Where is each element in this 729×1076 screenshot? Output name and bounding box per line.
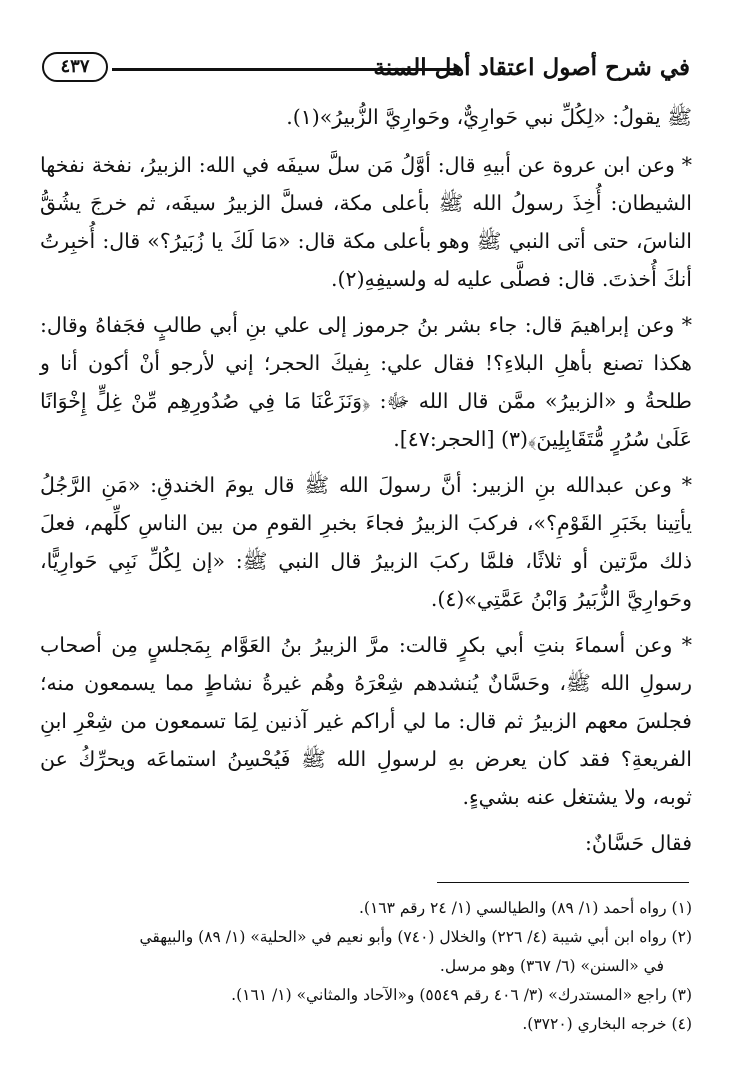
header-rule — [112, 68, 460, 71]
paragraph-ibn-urwa: * وعن ابن عروة عن أبيهِ قال: أوَّلُ مَن سلَّ سيفَه في الله: الزبيرُ، نفخة نفخها الشيطان: أُخِذَ رسولُ الله ﷺ بأعلى مكة، فسلَّ الزبيرُ سيفَه، ثم خرجَ يشُقُّ الناسَ، حتى أتى النبي ﷺ وهو بأعلى مكة قال: «مَا لَكَ يا زُبَيرُ؟» قال: أُخبِرتُ أنكَ أُخذتَ. قال: فصلَّى عليه له ولسيفِهِ(٢). — [40, 153, 692, 291]
paragraph-ibrahim: * وعن إبراهيمَ قال: جاء بشر بنُ جرموز إلى علي بنِ أبي طالبٍ فجَفاهُ وقال: هكذا تصنع بأهلِ البلاءِ؟! فقال علي: بِفيكَ الحجر؛ إني لأرجو أنْ أكون أنا و طلحةُ و «الزبيرُ» ممَّن قال الله ﷻ: ﴿وَنَزَعْنَا مَا فِي صُدُورِهِم مِّنْ غِلٍّ إِخْوَانًا عَلَىٰ سُرُرٍ مُّتَقَابِلِينَ﴾(٣) [الحجر:٤٧]. — [40, 313, 692, 451]
paragraph-asma: * وعن أسماءَ بنتِ أبي بكرٍ قالت: مرَّ الزبيرُ بنُ العَوَّام بِمَجلسٍ مِن أصحاب رسولِ الله ﷺ، وحَسَّانٌ يُنشدهم شِعْرَهُ وهُم غيرةُ نشاطٍ مما يسمعون منه؛ فجلسَ معهم الزبيرُ ثم قال: ما لي أراكم غير آذنين لِمَا تسمعون من شِعْرِ ابنِ الفريعةِ؟ فقد كان يعرض بهِ لرسولِ الله ﷺ فَيُحْسِنُ استماعَه ويحرِّكُ عن ثوبه، ولا يشتغل عنه بشيءٍ. — [40, 633, 692, 809]
text-line-hadith: ﷺ يقولُ: «لِكُلِّ نبي حَوارِيٌّ، وحَوارِيَّ الزُّبيرُ»(١). — [286, 105, 692, 129]
header-title: في شرح أصول اعتقاد أهل السنة — [373, 54, 690, 81]
footnote-3: (٣) راجع «المستدرك» (٣/ ٤٠٦ رقم ٥٥٤٩) و«الآحاد والمثاني» (١/ ١٦١). — [231, 986, 692, 1004]
footnote-4: (٤) خرجه البخاري (٣٧٢٠). — [522, 1015, 692, 1033]
footnote-1: (١) رواه أحمد (١/ ٨٩) والطيالسي (١/ ٢٤ رقم ١٦٣). — [358, 899, 692, 917]
footnote-divider — [437, 882, 689, 883]
main-text — [40, 98, 692, 870]
poem-intro: فقال حَسَّانٌ: — [585, 831, 692, 855]
paragraph-abdullah-ibn-zubayr: * وعن عبدالله بنِ الزبير: أنَّ رسولَ الله ﷺ قال يومَ الخندقِ: «مَنِ الرَّجُلُ يأتِينا بخَبَرِ القَوْمِ؟»، فركبَ الزبيرُ فجاءَ بخبرِ القومِ من بين الناسِ كلِّهم، فعلَ ذلك مرَّتين أو ثلاثًا، فلمَّا ركبَ الزبيرُ قال النبي ﷺ: «إن لِكُلِّ نَبِي حَوارِيًّا، وحَوارِيَّ الزُّبَيرُ وَابْنُ عَمَّتِي»(٤). — [40, 473, 692, 611]
page-number: ٤٣٧ — [42, 52, 108, 82]
footnotes — [40, 894, 692, 1039]
footnote-2-continued: في «السنن» (٦/ ٣٦٧) وهو مرسل. — [439, 957, 664, 975]
page-header — [42, 50, 690, 90]
footnote-2: (٢) رواه ابن أبي شيبة (٤/ ٢٢٦) والخلال (٧٤٠) وأبو نعيم في «الحلية» (١/ ٨٩) والبيهقي — [139, 928, 692, 946]
